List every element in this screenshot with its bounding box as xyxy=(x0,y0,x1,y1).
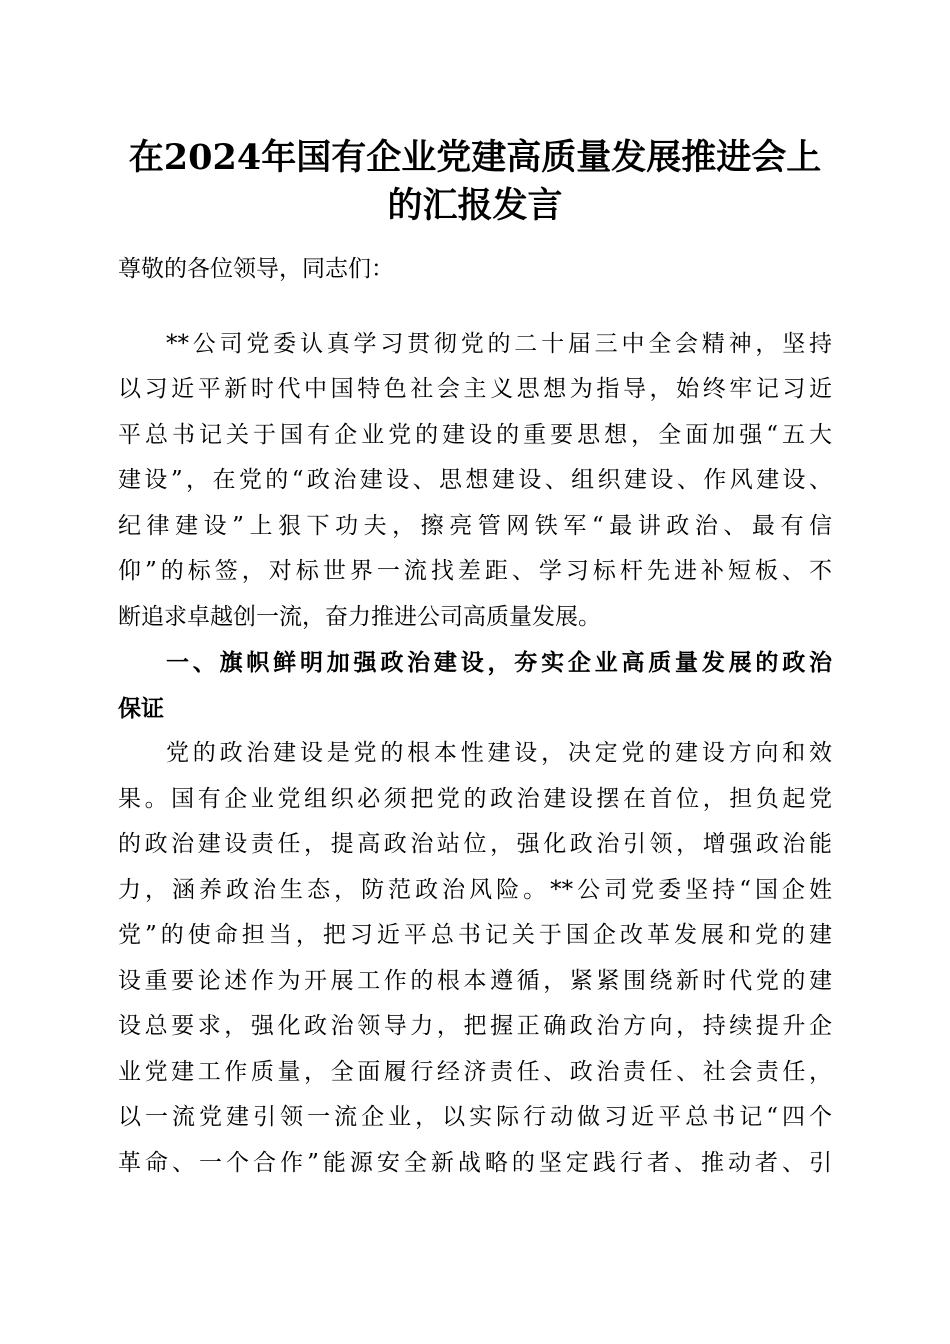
paragraph-line: 平总书记关于国有企业党的建设的重要思想，全面加强“五大 xyxy=(118,421,832,448)
paragraph-line: 建设”，在党的“政治建设、思想建设、组织建设、作风建设、 xyxy=(118,467,832,493)
paragraph-line: 纪律建设”上狠下功夫，擦亮管网铁军“最讲政治、最有信 xyxy=(118,512,832,539)
section-heading-line: 保证 xyxy=(118,694,164,722)
paragraph-line: 的政治建设责任，提高政治站位，强化政治引领，增强政治能 xyxy=(118,831,832,857)
paragraph-line: 断追求卓越创一流，奋力推进公司高质量发展。 xyxy=(118,603,601,630)
paragraph-line: 党”的使命担当，把习近平总书记关于国企改革发展和党的建 xyxy=(118,922,832,948)
paragraph-line: 以一流党建引领一流企业，以实际行动做习近平总书记“四个 xyxy=(118,1104,832,1130)
paragraph-line: 党的政治建设是党的根本性建设，决定党的建设方向和效 xyxy=(166,740,832,766)
paragraph-line: 设重要论述作为开展工作的根本遵循，紧紧围绕新时代党的建 xyxy=(118,967,832,994)
paragraph-line: 果。国有企业党组织必须把党的政治建设摆在首位，担负起党 xyxy=(118,785,832,812)
paragraph-line: 仰”的标签，对标世界一流找差距、学习标杆先进补短板、不 xyxy=(118,558,832,584)
document-body xyxy=(118,247,832,1186)
section-heading-line: 一、旗帜鲜明加强政治建设，夯实企业高质量发展的政治 xyxy=(166,649,832,676)
paragraph-line: 业党建工作质量，全面履行经济责任、政治责任、社会责任， xyxy=(118,1058,832,1085)
title-line-1: 在2024年国有企业党建高质量发展推进会上 xyxy=(128,137,822,178)
paragraph-line: 设总要求，强化政治领导力，把握正确政治方向，持续提升企 xyxy=(118,1013,832,1039)
paragraph-line: 革命、一个合作”能源安全新战略的坚定践行者、推动者、引 xyxy=(118,1149,832,1176)
paragraph-line: 力，涵养政治生态，防范政治风险。**公司党委坚持“国企姓 xyxy=(118,876,832,903)
paragraph-line: 以习近平新时代中国特色社会主义思想为指导，始终牢记习近 xyxy=(118,376,832,402)
salutation: 尊敬的各位领导，同志们： xyxy=(118,256,394,282)
document-title xyxy=(0,134,950,230)
title-line-2: 的汇报发言 xyxy=(387,185,563,226)
paragraph-line: **公司党委认真学习贯彻党的二十届三中全会精神，坚持 xyxy=(166,330,832,357)
